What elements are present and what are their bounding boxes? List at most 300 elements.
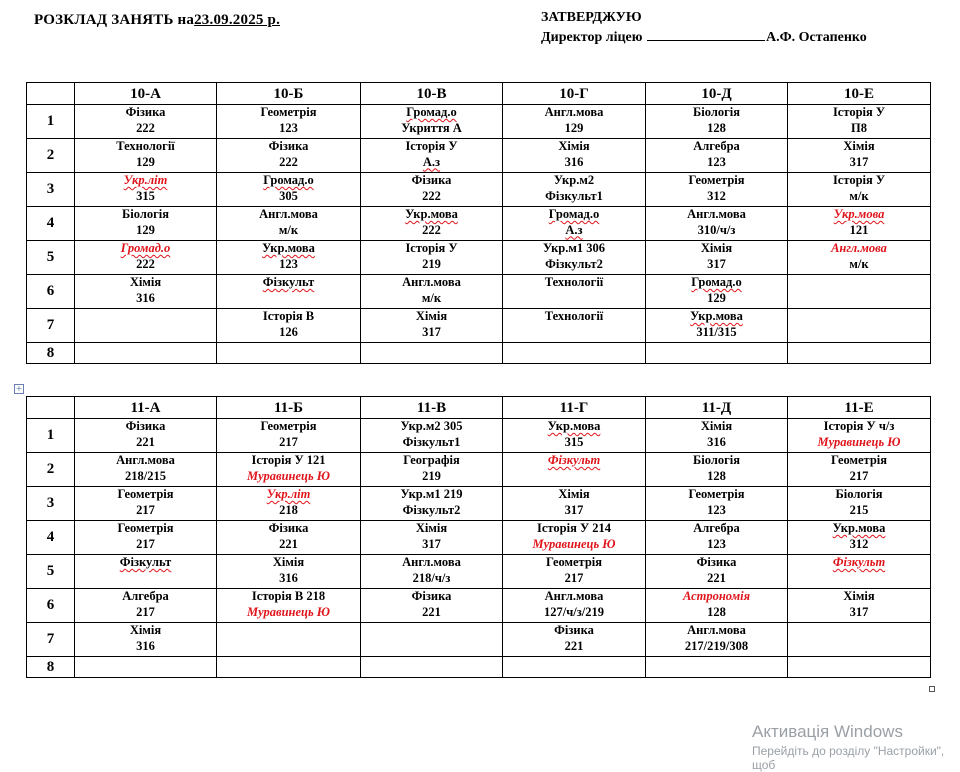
lesson-row	[27, 241, 931, 275]
subject-text: Громад.о	[548, 207, 600, 221]
room-text: 129	[707, 290, 726, 305]
subject-text: Фізика	[696, 555, 737, 569]
subject-text: Геометрія	[117, 487, 174, 501]
lesson-cell[interactable]	[503, 309, 646, 343]
lesson-cell[interactable]	[646, 309, 788, 343]
lesson-cell[interactable]	[646, 487, 788, 521]
lesson-cell[interactable]	[75, 589, 217, 623]
room-text: 221	[136, 434, 155, 449]
room-text: 317	[849, 604, 869, 619]
lesson-cell[interactable]	[217, 343, 361, 364]
lesson-cell[interactable]	[503, 343, 646, 364]
subject-text: Громад.о	[120, 241, 171, 255]
lesson-row	[27, 453, 931, 487]
room-text: 311/315	[696, 324, 737, 339]
lesson-number: 4	[27, 207, 75, 241]
class-header: 11-Е	[788, 397, 931, 419]
lesson-row	[27, 309, 931, 343]
lesson-cell[interactable]	[646, 105, 788, 139]
subject-text: Фізика	[125, 419, 166, 433]
room-text: 222	[279, 154, 298, 169]
lesson-cell[interactable]	[361, 173, 503, 207]
lesson-cell[interactable]	[788, 105, 931, 139]
lesson-cell[interactable]	[788, 309, 931, 343]
lesson-cell[interactable]	[75, 105, 217, 139]
lesson-cell[interactable]	[503, 487, 646, 521]
lesson-cell[interactable]	[361, 419, 503, 453]
lesson-cell[interactable]	[788, 419, 931, 453]
lesson-cell[interactable]	[503, 453, 646, 487]
lesson-cell[interactable]	[646, 207, 788, 241]
lesson-cell[interactable]	[646, 623, 788, 657]
lesson-cell[interactable]	[788, 173, 931, 207]
subject-text: Географія	[403, 453, 460, 467]
lesson-cell[interactable]	[75, 419, 217, 453]
lesson-cell[interactable]	[361, 453, 503, 487]
subject-text: Англ.мова	[259, 207, 318, 221]
class-header: 11-В	[361, 397, 503, 419]
director-line	[541, 28, 867, 48]
room-text: 305	[279, 188, 298, 203]
room-text: 128	[707, 120, 726, 135]
subject-text: Хімія	[272, 555, 305, 569]
room-text: 312	[849, 536, 869, 551]
signature-line	[647, 29, 765, 41]
room-text: 217	[136, 536, 155, 551]
subject-text: Геометрія	[260, 105, 317, 119]
lesson-cell[interactable]	[503, 275, 646, 309]
class-header: 10-В	[361, 83, 503, 105]
lesson-cell[interactable]	[503, 173, 646, 207]
lesson-number: 5	[27, 241, 75, 275]
lesson-cell[interactable]	[503, 105, 646, 139]
lesson-cell[interactable]	[75, 453, 217, 487]
subject-text: Біологія	[835, 487, 883, 501]
lesson-cell[interactable]	[217, 521, 361, 555]
room-text: 222	[136, 120, 155, 135]
lesson-cell[interactable]	[646, 173, 788, 207]
class-header: 10-Д	[646, 83, 788, 105]
lesson-cell[interactable]	[217, 275, 361, 309]
class-header: 10-А	[75, 83, 217, 105]
subject-text: Укр.мова	[405, 207, 458, 221]
subject-text: Громад.о	[691, 275, 742, 289]
lesson-cell[interactable]	[646, 419, 788, 453]
subject-text: Фізика	[554, 623, 594, 637]
room-text: 126	[279, 324, 298, 339]
subject-text: Історія У 214	[537, 521, 611, 535]
lesson-cell[interactable]	[217, 487, 361, 521]
schedule-title	[34, 12, 280, 29]
subject-text: Англ.мова	[116, 453, 175, 467]
subject-text: Хімія	[415, 521, 448, 535]
subject-text: Фізика	[268, 521, 309, 535]
lesson-number: 8	[27, 657, 75, 678]
room-text: Муравинець Ю	[532, 536, 616, 551]
table-move-handle-icon[interactable]: +	[15, 384, 23, 393]
subject-text: Фізика	[125, 105, 166, 119]
lesson-cell[interactable]	[361, 241, 503, 275]
lesson-row	[27, 589, 931, 623]
room-text: 218	[279, 502, 298, 517]
lesson-row	[27, 173, 931, 207]
lesson-row	[27, 419, 931, 453]
lesson-cell[interactable]	[788, 657, 931, 678]
lesson-cell[interactable]	[361, 487, 503, 521]
lesson-cell[interactable]	[217, 309, 361, 343]
lesson-cell[interactable]	[503, 139, 646, 173]
room-text: 222	[422, 222, 441, 237]
lesson-cell[interactable]	[503, 623, 646, 657]
room-text: 310/ч/з	[697, 222, 736, 237]
subject-text: Геометрія	[688, 173, 745, 187]
subject-text: Укр.м2 305	[400, 419, 463, 433]
subject-text: Фізика	[411, 589, 452, 603]
lesson-cell[interactable]	[788, 241, 931, 275]
subject-text: Громад.о	[263, 173, 314, 187]
room-text: 129	[136, 154, 155, 169]
subject-text: Укр.мова	[833, 207, 885, 221]
lesson-cell[interactable]	[646, 657, 788, 678]
lesson-cell[interactable]	[361, 623, 503, 657]
lesson-cell[interactable]	[646, 241, 788, 275]
lesson-cell[interactable]	[503, 555, 646, 589]
subject-text: Фізика	[411, 173, 452, 187]
lesson-cell[interactable]	[361, 657, 503, 678]
lesson-cell[interactable]	[788, 275, 931, 309]
subject-text: Геометрія	[260, 419, 317, 433]
windows-activation-watermark	[752, 722, 960, 772]
lesson-cell[interactable]	[75, 173, 217, 207]
subject-text: Технології	[544, 275, 604, 289]
lesson-number: 6	[27, 589, 75, 623]
class-header: 10-Б	[217, 83, 361, 105]
room-text: 123	[707, 502, 726, 517]
lesson-cell[interactable]	[217, 207, 361, 241]
lesson-cell[interactable]	[75, 275, 217, 309]
lesson-number: 1	[27, 105, 75, 139]
header-row	[27, 83, 931, 105]
lesson-row	[27, 623, 931, 657]
class-header: 11-Г	[503, 397, 646, 419]
room-text: А.з	[422, 154, 441, 169]
class-header: 11-Б	[217, 397, 361, 419]
lesson-cell[interactable]	[646, 521, 788, 555]
room-text: 123	[707, 536, 726, 551]
subject-text: Фізкульт	[832, 555, 886, 569]
header-row	[27, 397, 931, 419]
room-text: 317	[564, 502, 584, 517]
corner-cell	[27, 397, 75, 419]
subject-text: Хімія	[700, 419, 733, 433]
subject-text: Алгебра	[693, 139, 740, 153]
lesson-cell[interactable]	[646, 453, 788, 487]
watermark-title: Активація Windows	[752, 722, 903, 741]
subject-text: Фізика	[268, 139, 309, 153]
lesson-cell[interactable]	[217, 173, 361, 207]
subject-text: Геометрія	[117, 521, 174, 535]
lesson-cell[interactable]	[646, 139, 788, 173]
room-text: 215	[849, 502, 869, 517]
lesson-cell[interactable]	[75, 241, 217, 275]
lesson-cell[interactable]	[503, 657, 646, 678]
room-text: 221	[422, 604, 441, 619]
room-text: м/к	[849, 256, 869, 271]
lesson-cell[interactable]	[361, 139, 503, 173]
room-text: 218/ч/з	[412, 570, 451, 585]
room-text: 217	[564, 570, 584, 585]
subject-text: Англ.мова	[402, 555, 461, 569]
lesson-cell[interactable]	[361, 207, 503, 241]
room-text: 129	[564, 120, 584, 135]
subject-text: Біологія	[693, 453, 740, 467]
subject-text: Укр.мова	[547, 419, 601, 433]
subject-text: Геометрія	[545, 555, 603, 569]
lesson-row	[27, 521, 931, 555]
room-text: Фізкульт2	[545, 256, 603, 271]
room-text: 123	[279, 120, 298, 135]
room-text: 127/ч/з/219	[544, 604, 604, 619]
room-text: 316	[707, 434, 726, 449]
lesson-cell[interactable]	[217, 657, 361, 678]
subject-text: Хімія	[843, 589, 875, 603]
subject-text: Хімія	[558, 139, 590, 153]
subject-text: Історія У 121	[251, 453, 326, 467]
subject-text: Англ.мова	[687, 623, 746, 637]
approval-heading: ЗАТВЕРДЖУЮ	[541, 10, 642, 25]
subject-text: Укр.м1 219	[400, 487, 463, 501]
schedule-table-grade-11	[26, 396, 931, 678]
lesson-cell[interactable]	[217, 105, 361, 139]
lesson-cell[interactable]	[75, 521, 217, 555]
room-text: 317	[849, 154, 869, 169]
class-header: 11-Д	[646, 397, 788, 419]
watermark-subtitle: Перейдіть до розділу "Настройки", щоб	[752, 744, 945, 772]
subject-text: Укр.м1 306	[542, 241, 606, 255]
room-text: 317	[422, 536, 441, 551]
room-text: 123	[279, 256, 298, 271]
room-text: м/к	[849, 188, 869, 203]
lesson-cell[interactable]	[361, 275, 503, 309]
schedule-table-grade-10	[26, 82, 931, 364]
subject-text: Хімія	[700, 241, 733, 255]
lesson-cell[interactable]	[361, 521, 503, 555]
room-text: 317	[707, 256, 726, 271]
subject-text: Хімія	[415, 309, 448, 323]
room-text: 316	[136, 290, 155, 305]
subject-text: Геометрія	[688, 487, 745, 501]
lesson-cell[interactable]	[75, 657, 217, 678]
lesson-number: 2	[27, 139, 75, 173]
room-text: 121	[849, 222, 869, 237]
table-resize-handle-icon[interactable]	[929, 686, 935, 692]
lesson-cell[interactable]	[646, 343, 788, 364]
lesson-number: 3	[27, 487, 75, 521]
lesson-cell[interactable]	[788, 139, 931, 173]
room-text: 317	[422, 324, 441, 339]
room-text: Фізкульт2	[402, 502, 461, 517]
lesson-cell[interactable]	[788, 207, 931, 241]
lesson-cell[interactable]	[217, 453, 361, 487]
lesson-row	[27, 207, 931, 241]
lesson-cell[interactable]	[788, 487, 931, 521]
subject-text: Укр.мова	[832, 521, 886, 535]
lesson-cell[interactable]	[788, 521, 931, 555]
lesson-cell[interactable]	[75, 623, 217, 657]
lesson-number: 4	[27, 521, 75, 555]
room-text: 315	[564, 434, 584, 449]
room-text: 222	[422, 188, 441, 203]
subject-text: Фізкульт	[547, 453, 601, 467]
room-text: 221	[279, 536, 298, 551]
subject-text: Укр.мова	[262, 241, 315, 255]
lesson-cell[interactable]	[361, 105, 503, 139]
lesson-cell[interactable]	[361, 555, 503, 589]
room-text: 316	[564, 154, 584, 169]
subject-text: Укр.літ	[123, 173, 168, 187]
title-prefix: РОЗКЛАД ЗАНЯТЬ на	[34, 12, 195, 28]
subject-text: Укр.мова	[690, 309, 743, 323]
subject-text: Фізкульт	[262, 275, 315, 289]
subject-text: Історія В	[262, 309, 315, 323]
lesson-row	[27, 657, 931, 678]
lesson-row	[27, 139, 931, 173]
subject-text: Хімія	[843, 139, 875, 153]
class-header: 11-А	[75, 397, 217, 419]
lesson-cell[interactable]	[503, 241, 646, 275]
room-text: 217/219/308	[684, 638, 749, 653]
lesson-cell[interactable]	[646, 589, 788, 623]
room-text: 312	[707, 188, 726, 203]
room-text: 217	[849, 468, 869, 483]
lesson-number: 7	[27, 623, 75, 657]
lesson-cell[interactable]	[217, 419, 361, 453]
lesson-number: 5	[27, 555, 75, 589]
subject-text: Алгебра	[122, 589, 169, 603]
room-text: 129	[136, 222, 155, 237]
room-text: 219	[422, 256, 441, 271]
lesson-cell[interactable]	[75, 309, 217, 343]
room-text: 123	[707, 154, 726, 169]
lesson-number: 8	[27, 343, 75, 364]
room-text: Укриття А	[401, 120, 462, 135]
lesson-cell[interactable]	[646, 275, 788, 309]
lesson-cell[interactable]	[788, 589, 931, 623]
room-text: 217	[136, 604, 155, 619]
lesson-cell[interactable]	[361, 589, 503, 623]
subject-text: Фізкульт	[119, 555, 172, 569]
subject-text: Громад.о	[406, 105, 457, 119]
lesson-cell[interactable]	[75, 139, 217, 173]
room-text: Муравинець Ю	[817, 434, 901, 449]
lesson-cell[interactable]	[788, 555, 931, 589]
subject-text: Укр.м2	[553, 173, 595, 187]
room-text: 218/215	[125, 468, 166, 483]
lesson-cell[interactable]	[503, 419, 646, 453]
subject-text: Англ.мова	[687, 207, 746, 221]
director-label: Директор ліцею	[541, 30, 643, 45]
subject-text: Історія У	[832, 173, 886, 187]
subject-text: Біологія	[122, 207, 169, 221]
lesson-cell[interactable]	[75, 343, 217, 364]
subject-text: Хімія	[558, 487, 590, 501]
subject-text: Хімія	[129, 275, 162, 289]
subject-text: Історія У ч/з	[823, 419, 895, 433]
lesson-cell[interactable]	[217, 241, 361, 275]
lesson-cell[interactable]	[217, 623, 361, 657]
subject-text: Технології	[544, 309, 604, 323]
lesson-number: 3	[27, 173, 75, 207]
room-text: 222	[136, 256, 155, 271]
room-text: А.з	[565, 222, 583, 237]
subject-text: Біологія	[693, 105, 740, 119]
subject-text: Англ.мова	[402, 275, 461, 289]
lesson-row	[27, 555, 931, 589]
lesson-row	[27, 343, 931, 364]
lesson-row	[27, 487, 931, 521]
room-text: Фізкульт1	[402, 434, 461, 449]
room-text: 219	[422, 468, 441, 483]
lesson-cell[interactable]	[788, 453, 931, 487]
subject-text: Англ.мова	[544, 589, 604, 603]
lesson-cell[interactable]	[217, 589, 361, 623]
room-text: 315	[136, 188, 155, 203]
lesson-cell[interactable]	[503, 589, 646, 623]
lesson-number: 7	[27, 309, 75, 343]
subject-text: Історія У	[405, 139, 458, 153]
lesson-cell[interactable]	[503, 207, 646, 241]
lesson-cell[interactable]	[646, 555, 788, 589]
subject-text: Астрономія	[682, 589, 751, 603]
lesson-cell[interactable]	[75, 555, 217, 589]
lesson-row	[27, 105, 931, 139]
lesson-cell[interactable]	[503, 521, 646, 555]
subject-text: Історія У	[832, 105, 886, 119]
room-text: 217	[136, 502, 155, 517]
lesson-row	[27, 275, 931, 309]
room-text: Муравинець Ю	[246, 468, 330, 483]
lesson-number: 1	[27, 419, 75, 453]
approval-block	[541, 8, 867, 48]
subject-text: Алгебра	[693, 521, 740, 535]
lesson-cell[interactable]	[788, 623, 931, 657]
subject-text: Хімія	[129, 623, 162, 637]
lesson-cell[interactable]	[361, 343, 503, 364]
room-text: Фізкульт1	[545, 188, 603, 203]
room-text: 128	[707, 604, 726, 619]
room-text: 128	[707, 468, 726, 483]
room-text: м/к	[421, 290, 442, 305]
room-text: 316	[136, 638, 155, 653]
subject-text: Технології	[116, 139, 175, 153]
lesson-cell[interactable]	[217, 555, 361, 589]
lesson-cell[interactable]	[75, 207, 217, 241]
lesson-cell[interactable]	[75, 487, 217, 521]
room-text: м/к	[278, 222, 299, 237]
room-text: 221	[564, 638, 584, 653]
lesson-cell[interactable]	[788, 343, 931, 364]
room-text: 217	[279, 434, 298, 449]
corner-cell	[27, 83, 75, 105]
room-text: 316	[279, 570, 298, 585]
subject-text: Історія У	[405, 241, 458, 255]
subject-text: Історія В 218	[251, 589, 326, 603]
lesson-number: 2	[27, 453, 75, 487]
subject-text: Англ.мова	[831, 241, 887, 255]
lesson-cell[interactable]	[361, 309, 503, 343]
lesson-cell[interactable]	[217, 139, 361, 173]
lesson-number: 6	[27, 275, 75, 309]
